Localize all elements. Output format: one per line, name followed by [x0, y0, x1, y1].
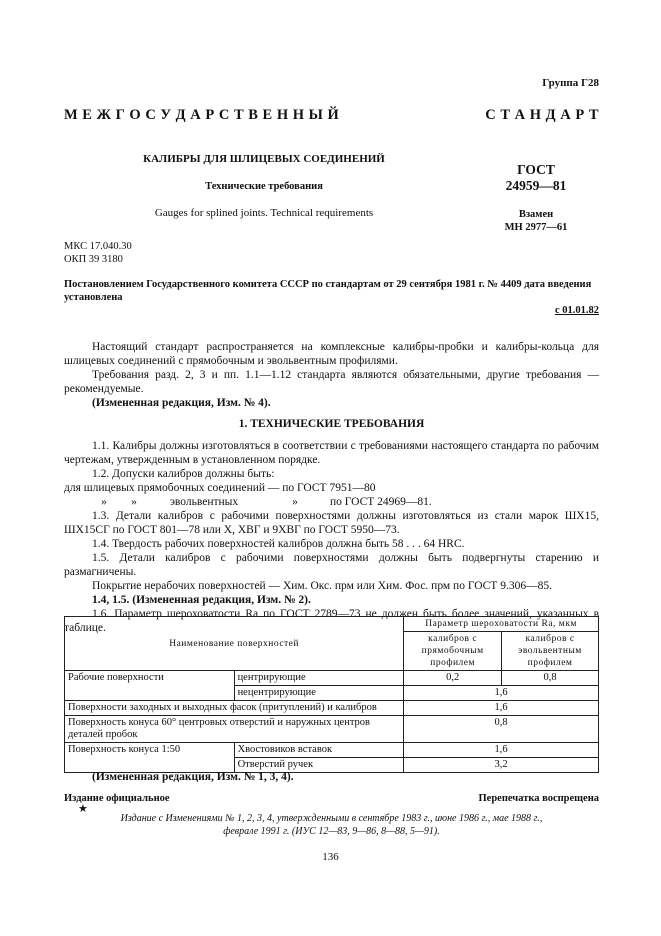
replaces-label: Взамен [518, 209, 554, 220]
table-row [65, 743, 599, 758]
ditto-mark: » [131, 496, 137, 508]
banner-word-standard: С Т А Н Д А Р Т [485, 107, 599, 123]
row-name-cone60: Поверхность конуса 60° центровых отверстий и наружных центров деталей пробок [65, 716, 404, 743]
intro-amendment: (Измененная редакция, Изм. № 4). [92, 397, 271, 409]
english-title: Gauges for splined joints. Technical requirements [154, 207, 374, 219]
value-chamfers: 1,6 [404, 701, 599, 716]
gost-number: 24959—81 [505, 178, 567, 193]
involute-ref: по ГОСТ 24969—81. [330, 496, 432, 508]
clause-1-5: 1.5. Детали калибров с рабочими поверхностями должны быть подвергнуты старению и размагничены. [64, 552, 599, 578]
clause-1-2-involute [64, 495, 599, 509]
header-roughness-param: Параметр шероховатости Ra, мкм [404, 617, 599, 632]
intro-paragraph-2: Требования разд. 2, 3 и пп. 1.1—1.12 стандарта являются обязательными, другие требования — рекомендуемые. [64, 369, 599, 395]
okp-code: ОКП 39 3180 [64, 254, 123, 265]
value-noncentering: 1,6 [404, 686, 599, 701]
header-involute-profile: калибров с эвольвентным профилем [502, 632, 599, 671]
clause-1-6: 1.6. Параметр шероховатости Ra по ГОСТ 2789—73 не должен быть более значений, указанных в таблице. [64, 608, 599, 634]
decree-text: Постановлением Государственного комитета СССР по стандартам от 29 сентября 1981 г. № 4409 дата введения установлена [64, 279, 592, 303]
clause-1-4: 1.4. Твердость рабочих поверхностей калибров должна быть 58 . . . 64 HRC. [92, 538, 465, 550]
reprint-prohibited: Перепечатка воспрещена [478, 793, 599, 804]
row-name-working: Рабочие поверхности [65, 671, 235, 701]
mks-code: МКС 17.040.30 [64, 241, 132, 252]
header-surface-name: Наименование поверхностей [65, 617, 404, 671]
table-row [65, 671, 599, 686]
ditto-mark: » [292, 496, 298, 508]
header-straight-profile: калибров с прямобочным профилем [404, 632, 502, 671]
effective-date: с 01.01.82 [554, 305, 599, 316]
gost-label: ГОСТ [517, 162, 555, 177]
clause-1-5-coating: Покрытие нерабочих поверхностей — Хим. Окс. прм или Хим. Фос. прм по ГОСТ 9.306—85. [92, 580, 552, 592]
table-header-row [65, 617, 599, 632]
edition-line-1: Издание с Изменениями № 1, 2, 3, 4, утвержденными в сентябре 1983 г., июне 1986 г., мае 1988 г., [120, 813, 543, 824]
involute-word: эвольвентных [170, 496, 239, 508]
star-icon: ★ [78, 803, 88, 815]
value-shanks: 1,6 [404, 743, 599, 758]
table-row [65, 716, 599, 743]
table-amendment: (Измененная редакция, Изм. № 1, 3, 4). [92, 771, 294, 783]
clause-1-2-straight: для шлицевых прямобочных соединений — по ГОСТ 7951—80 [64, 482, 376, 494]
edition-line-2: феврале 1991 г. (ИУС 12—83, 9—86, 8—88, 5—91). [223, 826, 440, 837]
edition-note [64, 812, 599, 838]
page-number: 136 [322, 851, 339, 863]
replaces-block [476, 208, 596, 234]
replaces-number: МН 2977—61 [504, 222, 568, 233]
banner-word-interstate: М Е Ж Г О С У Д А Р С Т В Е Н Н Ы Й [64, 107, 340, 123]
clause-1-1: 1.1. Калибры должны изготовляться в соответствии с требованиями настоящего стандарта по рабочим чертежам, утвержденным в установленном порядке. [64, 440, 599, 466]
row-name-chamfers: Поверхности заходных и выходных фасок (притуплений) и калибров [65, 701, 404, 716]
value-cone60: 0,8 [404, 716, 599, 743]
row-sub-handle-holes: Отверстий ручек [234, 758, 404, 773]
clause-amendment: 1.4, 1.5. (Измененная редакция, Изм. № 2). [92, 594, 311, 606]
group-code: Группа Г28 [542, 77, 599, 89]
intro-paragraph-1: Настоящий стандарт распространяется на комплексные калибры-пробки и калибры-кольца для шлицевых соединений с прямобочным и эвольвентным профилями. [64, 341, 599, 367]
table-row [65, 701, 599, 716]
ditto-mark: » [101, 496, 107, 508]
classification-codes [64, 240, 132, 266]
row-name-cone150: Поверхность конуса 1:50 [65, 743, 235, 773]
value-centering-straight: 0,2 [404, 671, 502, 686]
row-sub-noncentering: нецентрирующие [234, 686, 404, 701]
document-subtitle: Технические требования [205, 181, 323, 192]
clause-1-3: 1.3. Детали калибров с рабочими поверхностями должны изготовляться из стали марок ШХ15, ШХ15СГ по ГОСТ 801—78 или Х, ХВГ и 9ХВГ по ГОСТ 5950—73. [64, 510, 599, 536]
row-sub-shanks: Хвостовиков вставок [234, 743, 404, 758]
document-title: КАЛИБРЫ ДЛЯ ШЛИЦЕВЫХ СОЕДИНЕНИЙ [143, 153, 385, 165]
clause-1-2: 1.2. Допуски калибров должны быть: [92, 468, 275, 480]
section-heading: 1. ТЕХНИЧЕСКИЕ ТРЕБОВАНИЯ [238, 418, 425, 430]
value-handle-holes: 3,2 [404, 758, 599, 773]
standard-banner [64, 108, 599, 122]
row-sub-centering: центрирующие [234, 671, 404, 686]
gost-designation [476, 162, 596, 194]
roughness-table [64, 616, 599, 773]
official-edition: Издание официальное [64, 793, 170, 804]
value-centering-involute: 0,8 [502, 671, 599, 686]
document-body [64, 340, 599, 635]
